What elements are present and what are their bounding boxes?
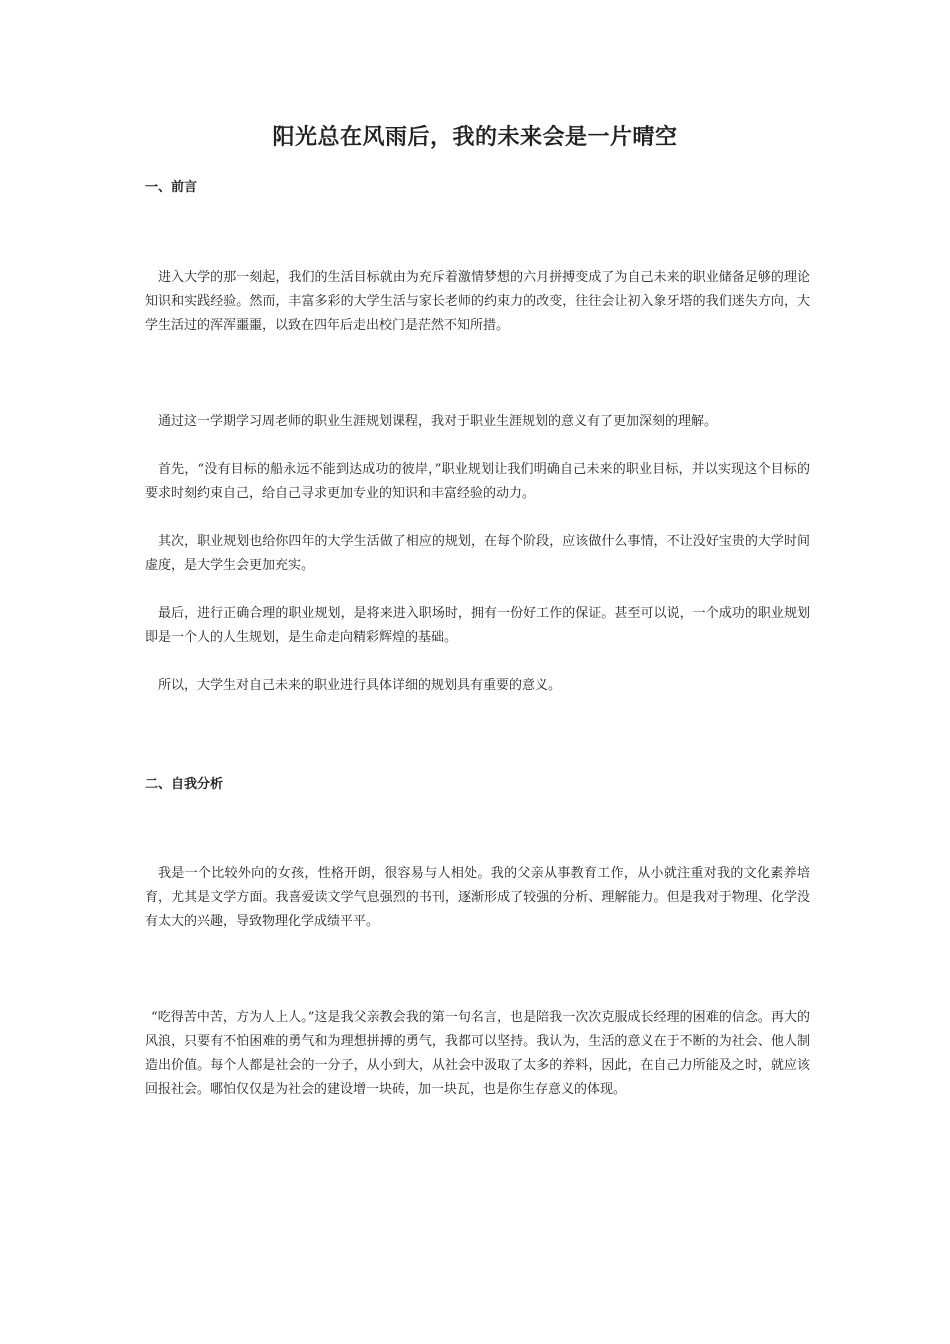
section-heading-self-analysis: 二、自我分析	[145, 777, 224, 792]
paragraph: 进入大学的那一刻起，我们的生活目标就由为充斥着激情梦想的六月拼搏变成了为自己未来的职业储备足够的理论知识和实践经验。然而，丰富多彩的大学生活与家长老师的约束力的改变，往往会让初入象牙塔的我们迷失方向，大学生活过的浑浑噩噩，以致在四年后走出校门是茫然不知所措。	[145, 270, 810, 333]
paragraph: “吃得苦中苦，方为人上人。”这是我父亲教会我的第一句名言，也是陪我一次次克服成长经理的困难的信念。再大的风浪，只要有不怕困难的勇气和为理想拼搏的勇气，我都可以坚持。我认为，生活的意义在于不断的为社会、他人制造出价值。每个人都是社会的一分子，从小到大，从社会中汲取了太多的养料，因此，在自己力所能及之时，就应该回报社会。哪怕仅仅是为社会的建设增一块砖，加一块瓦，也是你生存意义的体现。	[145, 1010, 810, 1097]
paragraph: 所以，大学生对自己未来的职业进行具体详细的规划具有重要的意义。	[158, 678, 562, 693]
paragraph: 我是一个比较外向的女孩，性格开朗，很容易与人相处。我的父亲从事教育工作，从小就注重对我的文化素养培育，尤其是文学方面。我喜爱读文学气息强烈的书刊，逐渐形成了较强的分析、理解能力。但是我对于物理、化学没有太大的兴趣，导致物理化学成绩平平。	[145, 866, 810, 929]
document-title: 阳光总在风雨后，我的未来会是一片晴空	[272, 124, 678, 150]
paragraph: 首先，“没有目标的船永远不能到达成功的彼岸，”职业规划让我们明确自己未来的职业目标，并以实现这个目标的要求时刻约束自己，给自己寻求更加专业的知识和丰富经验的动力。	[145, 462, 810, 501]
section-heading-preface: 一、前言	[145, 180, 198, 195]
paragraph: 最后，进行正确合理的职业规划，是将来进入职场时，拥有一份好工作的保证。甚至可以说，一个成功的职业规划即是一个人的人生规划，是生命走向精彩辉煌的基础。	[145, 606, 810, 645]
paragraph: 其次，职业规划也给你四年的大学生活做了相应的规划，在每个阶段，应该做什么事情，不让没好宝贵的大学时间虚度，是大学生会更加充实。	[145, 534, 810, 573]
paragraph: 通过这一学期学习周老师的职业生涯规划课程，我对于职业生涯规划的意义有了更加深刻的理解。	[158, 414, 718, 429]
